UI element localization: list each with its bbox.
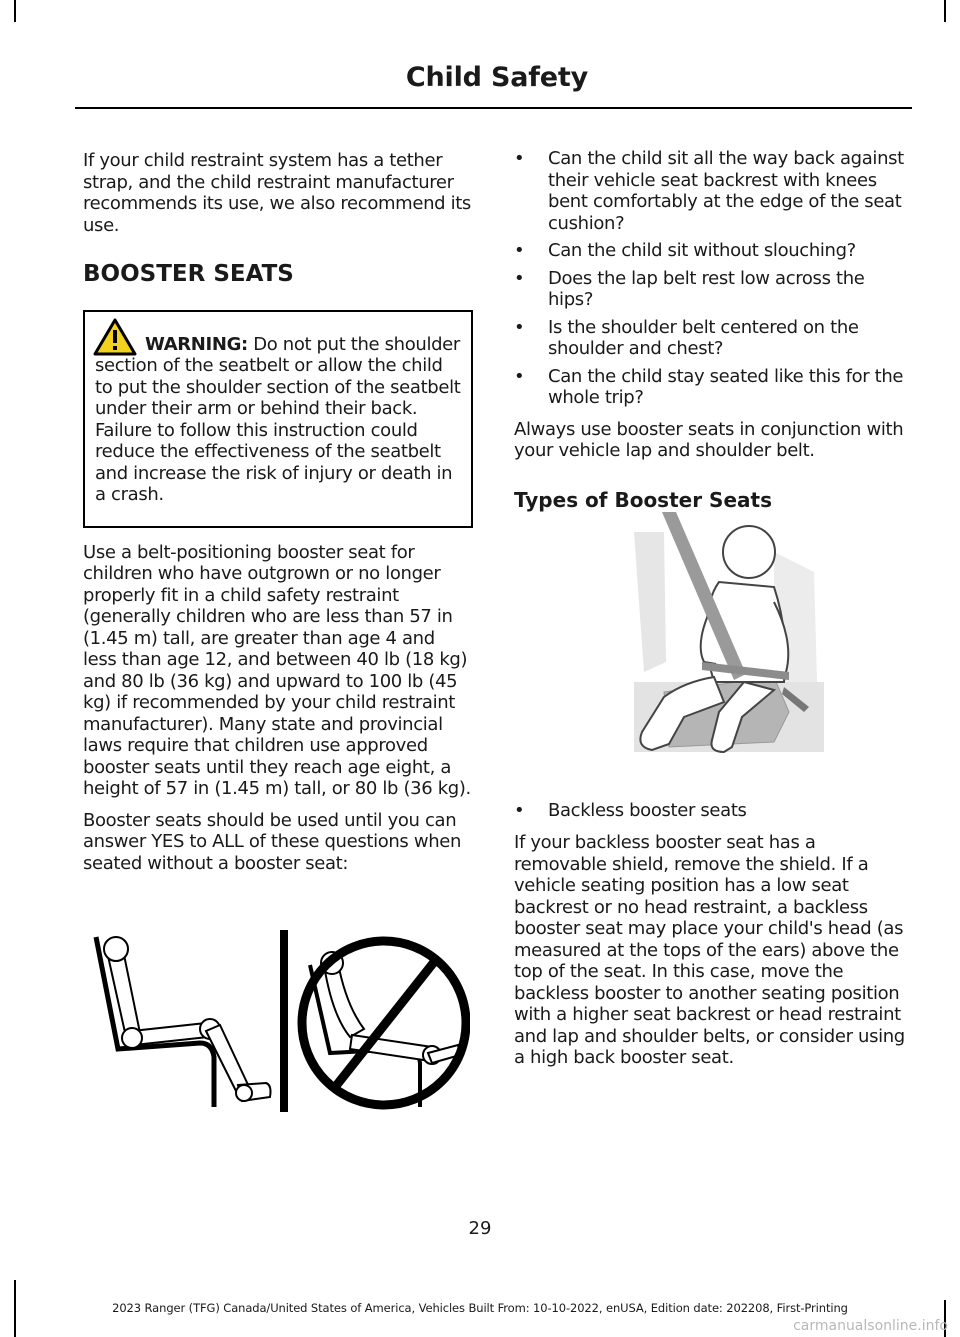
warning-triangle-icon: [93, 318, 137, 356]
warning-label: WARNING:: [145, 333, 248, 355]
intro-paragraph: If your child restraint system has a tether strap, and the child restraint manufacturer recommends its use, we also recommend its use.: [83, 150, 471, 236]
backless-bullet: • Backless booster seats: [514, 800, 747, 821]
right-column: [514, 148, 909, 511]
left-column: [83, 150, 473, 884]
questions-intro-paragraph: Booster seats should be used until you can answer YES to ALL of these questions when seated without a booster seat:: [83, 809, 462, 874]
backless-paragraph: If your backless booster seat has a removable shield, remove the shield. If a vehicle seating position has a low seat backrest or no head restraint, a backless booster seat may place your child's head (as measured at the tops of the ears) above the top of the seat. In this case, move the backless booster to another seating position with a higher seat backrest or head restraint and lap and shoulder belts, or consider using a high back booster seat.: [514, 832, 905, 1068]
list-item: • Can the child sit without slouching?: [514, 240, 856, 261]
watermark: carmanualsonline.info: [793, 1318, 948, 1334]
warning-text: [95, 334, 461, 506]
list-item: • Can the child sit all the way back against their vehicle seat backrest with knees bent comfortably at the edge of the seat cushion?: [514, 148, 904, 234]
list-item: • Does the lap belt rest low across the hips?: [514, 267, 865, 310]
questions-list: [514, 148, 909, 409]
section-heading: BOOSTER SEATS: [83, 261, 294, 287]
crop-mark-top-right: [944, 0, 946, 22]
incorrect-posture-figure: [302, 941, 466, 1107]
types-heading: Types of Booster Seats: [514, 487, 772, 512]
list-item: • Is the shoulder belt centered on the shoulder and chest?: [514, 316, 859, 359]
warning-body: Do not put the shoulder section of the seatbelt or allow the child to put the shoulder section of the seatbelt under their arm or behind their back. Failure to follow this instruction could reduce the effectiveness of the seatbelt and increase the risk of injury or death in a crash.: [95, 333, 461, 505]
warning-box: [83, 310, 473, 528]
figure-divider: [280, 930, 288, 1112]
booster-usage-paragraph: Use a belt-positioning booster seat for children who have outgrown or no longer properly fit in a child safety restraint (generally children who are less than 57 in (1.45 m) tall, are greater than age 4 and less than age 12, and between 40 lb (18 kg) and 80 lb (36 kg) and upward to 100 lb (45 kg) if recommended by your child restraint manufacturer). Many state and provincial laws require that children use approved booster seats until they reach age eight, a height of 57 in (1.45 m) tall, or 80 lb (36 kg).: [83, 541, 471, 799]
seat-posture-illustration: [88, 925, 470, 1117]
page-title: Child Safety: [405, 62, 588, 93]
always-use-paragraph: Always use booster seats in conjunction with your vehicle lap and shoulder belt.: [514, 418, 904, 461]
backless-booster-illustration: [624, 512, 824, 762]
header-divider: [75, 107, 912, 109]
page-number: 29: [468, 1218, 492, 1239]
correct-posture-figure: [96, 937, 271, 1107]
footer-edition-text: 2023 Ranger (TFG) Canada/United States of America, Vehicles Built From: 10-10-2022, enUSA, Edition date: 202208, First-Printing: [112, 1301, 848, 1315]
list-item: • Can the child stay seated like this for the whole trip?: [514, 365, 904, 408]
crop-mark-top-left: [14, 0, 16, 22]
